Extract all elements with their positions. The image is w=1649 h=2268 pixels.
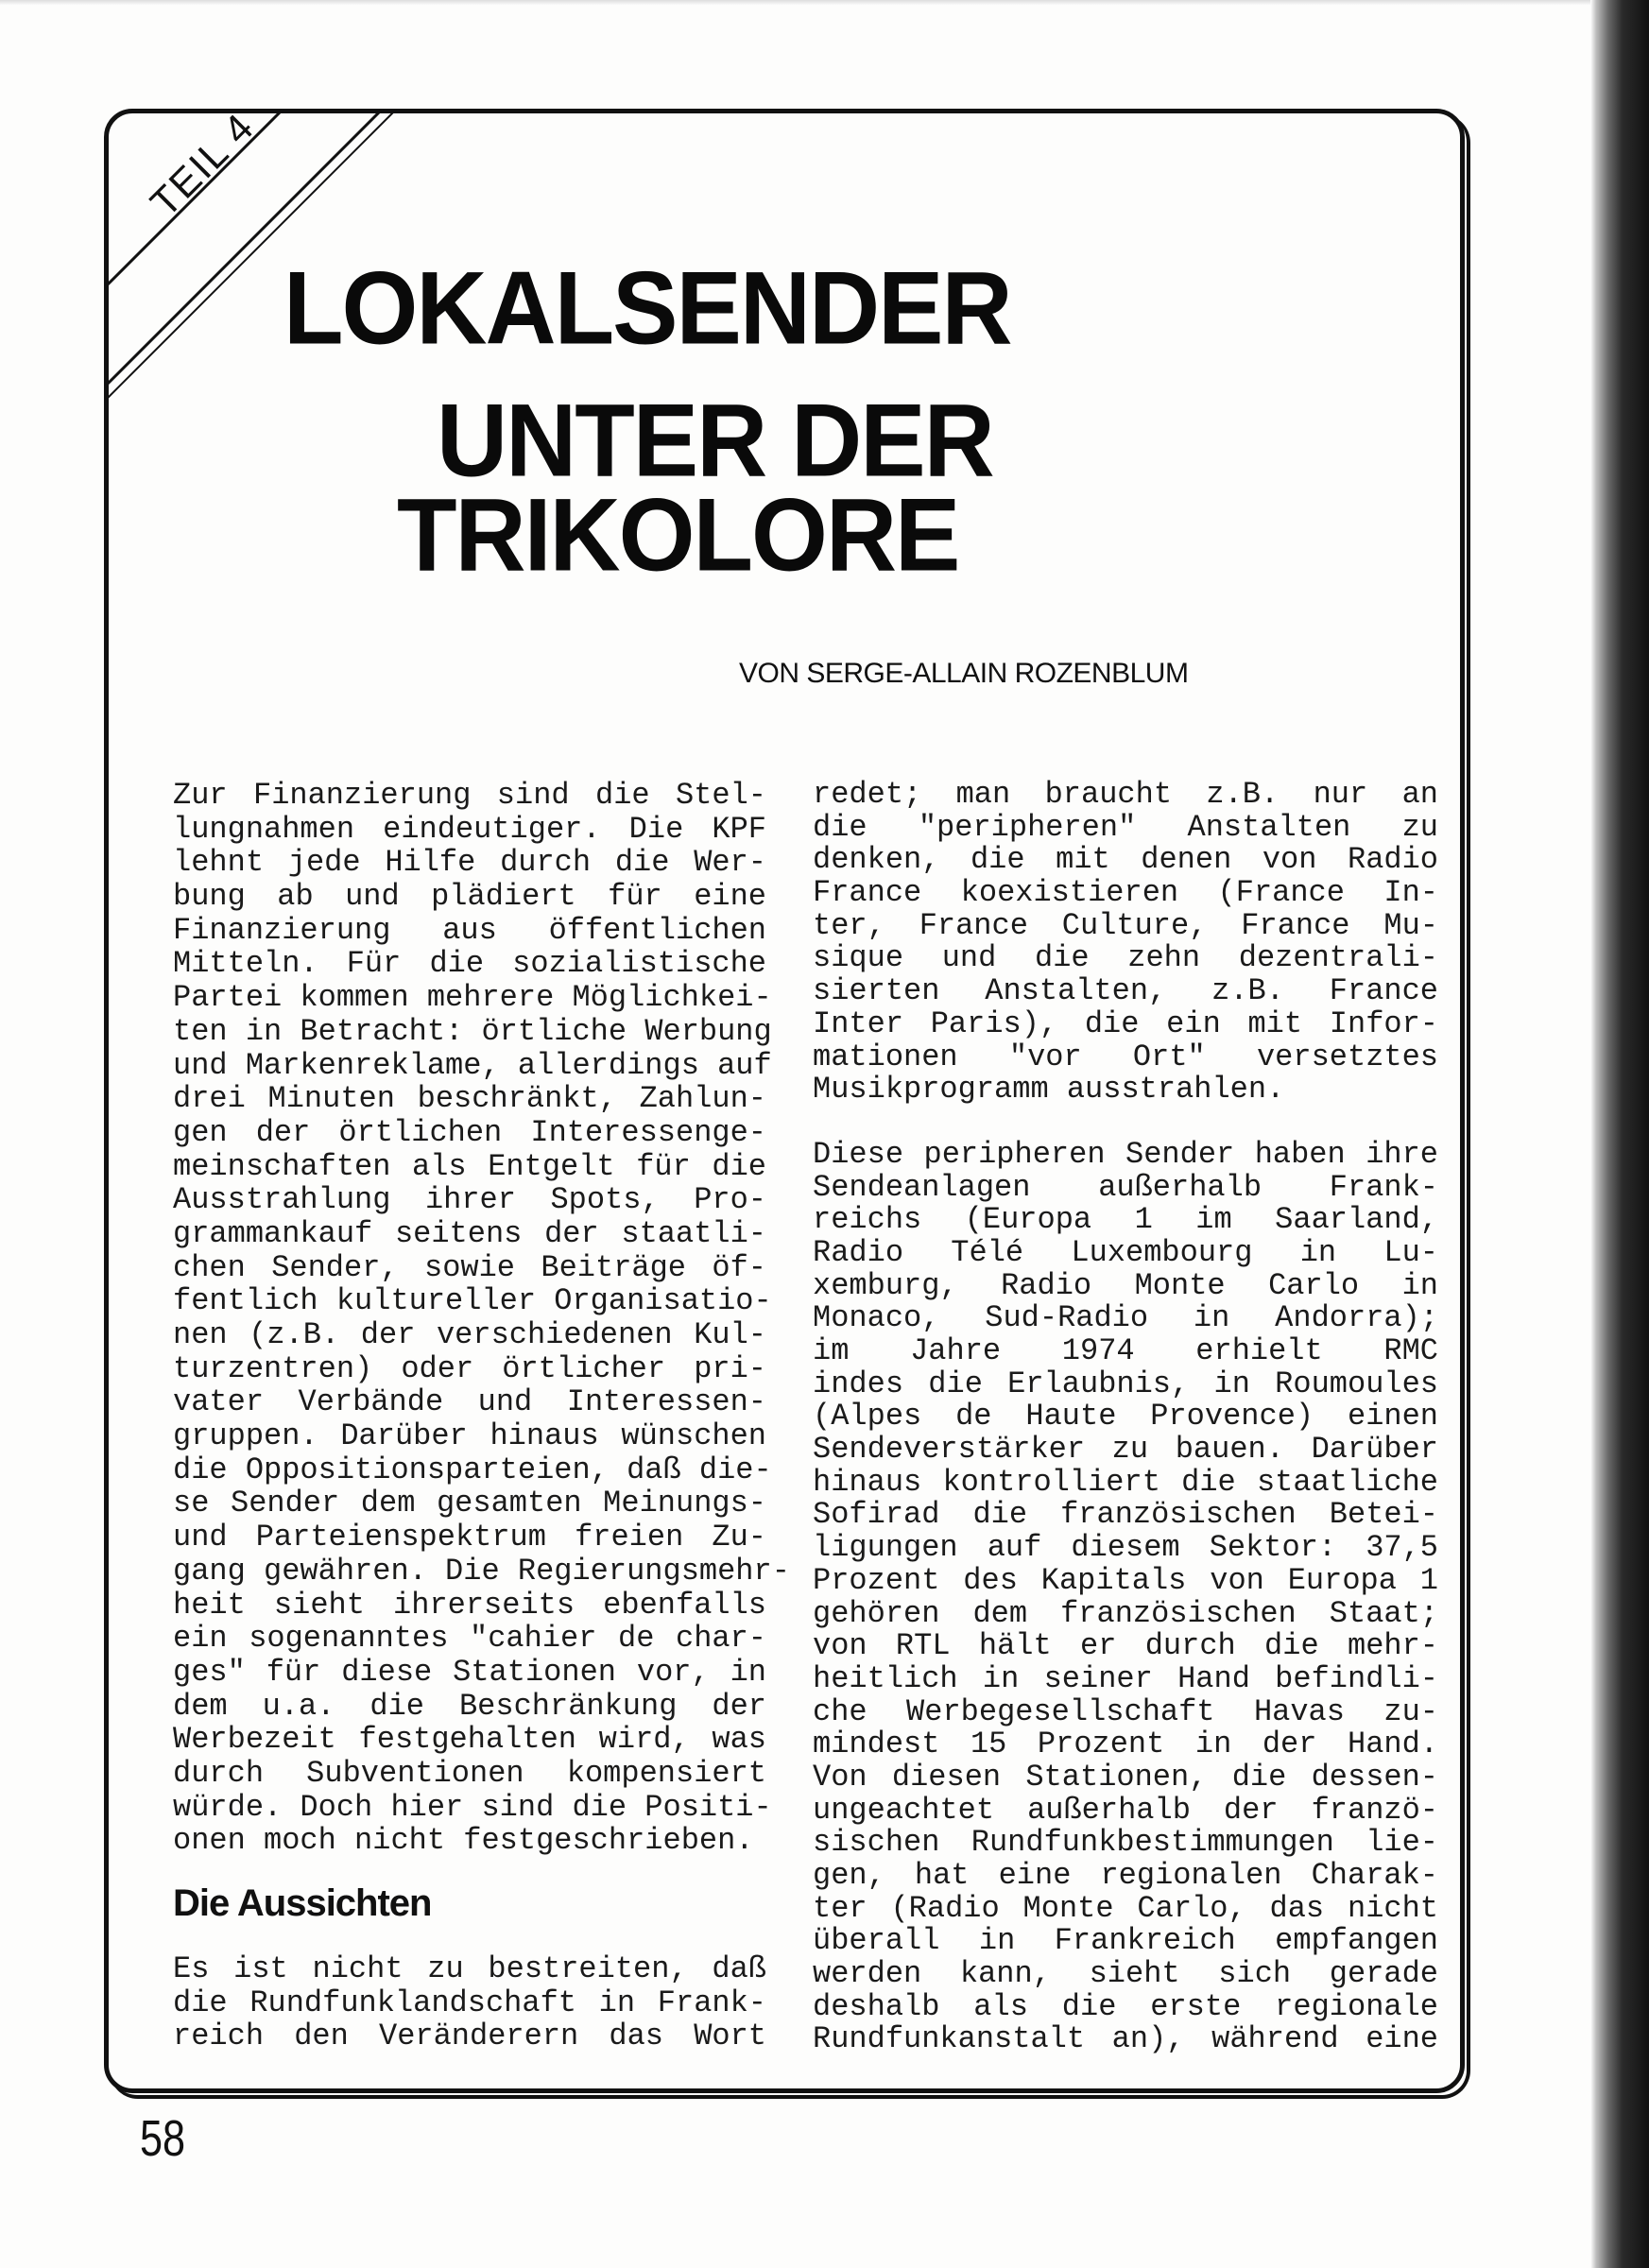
text-line: Sendeanlagen außerhalb Frank- [813, 1169, 1438, 1205]
text-line: Radio Télé Luxembourg in Lu- [813, 1234, 1438, 1270]
text-line: heit sieht ihrerseits ebenfalls [173, 1587, 766, 1623]
text-line: reich den Veränderern das Wort [173, 2019, 766, 2054]
text-line: Zur Finanzierung sind die Stel- [173, 778, 766, 813]
text-line: die "peripheren" Anstalten zu [813, 809, 1438, 845]
text-line: dem u.a. die Beschränkung der [173, 1688, 766, 1724]
text-line: und Markenreklame, allerdings auf [173, 1047, 772, 1083]
text-line: che Werbegesellschaft Havas zu- [813, 1693, 1438, 1729]
paragraph [813, 779, 1438, 1107]
page-top-edge [0, 0, 1590, 6]
text-line: Rundfunkanstalt an), während eine [813, 2021, 1438, 2057]
text-line: gen, hat eine regionalen Charak- [813, 1858, 1438, 1893]
right-column [813, 779, 1438, 2056]
title-line-2: UNTER DER [437, 384, 993, 499]
text-line: Finanzierung aus öffentlichen [173, 912, 766, 948]
text-line: Inter Paris), die ein mit Infor- [813, 1005, 1438, 1041]
text-line: fentlich kultureller Organisatio- [173, 1283, 772, 1319]
text-line: lehnt jede Hilfe durch die Wer- [173, 845, 766, 881]
text-line: chen Sender, sowie Beiträge öf- [173, 1249, 766, 1285]
byline: VON SERGE-ALLAIN ROZENBLUM [739, 658, 1189, 689]
text-line: von RTL hält er durch die mehr- [813, 1628, 1438, 1664]
text-line: gruppen. Darüber hinaus wünschen [173, 1418, 766, 1454]
text-line: Prozent des Kapitals von Europa 1 [813, 1562, 1438, 1598]
text-line: heitlich in seiner Hand befindli- [813, 1660, 1438, 1696]
text-line: (Alpes de Haute Provence) einen [813, 1399, 1438, 1435]
text-line: mationen "vor Ort" versetztes [813, 1039, 1438, 1074]
text-line: vater Verbände und Interessen- [173, 1384, 766, 1420]
text-line: werden kann, sieht sich gerade [813, 1956, 1438, 1992]
text-line: gang gewähren. Die Regierungsmehr- [173, 1553, 790, 1589]
text-line: drei Minuten beschränkt, Zahlun- [173, 1081, 766, 1117]
text-line: nen (z.B. der verschiedenen Kul- [173, 1317, 766, 1352]
text-line: Sofirad die französischen Betei- [813, 1497, 1438, 1533]
text-line: lungnahmen eindeutiger. Die KPF [173, 811, 766, 847]
text-line: überall in Frankreich empfangen [813, 1923, 1438, 1959]
section-heading: Die Aussichten [173, 1882, 432, 1924]
text-line: grammankauf seitens der staatli- [173, 1215, 766, 1251]
text-line: Monaco, Sud-Radio in Andorra); [813, 1300, 1438, 1336]
text-line: Mitteln. Für die sozialistische [173, 946, 766, 982]
left-column [173, 778, 790, 1859]
text-line: indes die Erlaubnis, in Roumoules [813, 1366, 1438, 1401]
title-line-3: TRIKOLORE [397, 478, 959, 593]
text-line: Es ist nicht zu bestreiten, daß [173, 1951, 766, 1986]
text-line: deshalb als die erste regionale [813, 1988, 1438, 2024]
text-line: sique und die zehn dezentrali- [813, 940, 1438, 976]
scan-edge-shadow [1590, 0, 1649, 2268]
text-line: und Parteienspektrum freien Zu- [173, 1520, 766, 1555]
text-line: gehören dem französischen Staat; [813, 1595, 1438, 1631]
text-line: redet; man braucht z.B. nur an [813, 777, 1438, 812]
text-line: ter (Radio Monte Carlo, das nicht [813, 1890, 1438, 1926]
text-line: gen der örtlichen Interessenge- [173, 1114, 766, 1150]
text-line: Ausstrahlung ihrer Spots, Pro- [173, 1182, 766, 1218]
text-line: Musikprogramm ausstrahlen. [813, 1072, 1285, 1108]
text-line: die Rundfunklandschaft in Frank- [173, 1984, 766, 2020]
text-line: onen moch nicht festgeschrieben. [173, 1823, 754, 1859]
text-line: meinschaften als Entgelt für die [173, 1148, 766, 1184]
text-line: sierten Anstalten, z.B. France [813, 973, 1438, 1009]
left-column-continued [173, 1952, 766, 2053]
page-number: 58 [140, 2110, 186, 2167]
text-line: Partei kommen mehrere Möglichkei- [173, 980, 772, 1016]
text-line: ten in Betracht: örtliche Werbung [173, 1013, 772, 1049]
text-line: reichs (Europa 1 im Saarland, [813, 1202, 1438, 1238]
text-line: France koexistieren (France In- [813, 875, 1438, 911]
text-line: mindest 15 Prozent in der Hand. [813, 1727, 1438, 1762]
text-line: ein sogenanntes "cahier de char- [173, 1621, 766, 1657]
text-line: Werbezeit festgehalten wird, was [173, 1722, 766, 1758]
title-line-1: LOKALSENDER [283, 251, 1011, 367]
text-line: turzentren) oder örtlicher pri- [173, 1350, 766, 1386]
text-line: ligungen auf diesem Sektor: 37,5 [813, 1530, 1438, 1566]
part-label: TEIL 4 [142, 104, 264, 226]
text-line: die Oppositionsparteien, daß die- [173, 1452, 772, 1487]
text-line: Diese peripheren Sender haben ihre [813, 1136, 1438, 1172]
text-line: durch Subventionen kompensiert [173, 1755, 766, 1791]
text-line: sischen Rundfunkbestimmungen lie- [813, 1825, 1438, 1861]
text-line: xemburg, Radio Monte Carlo in [813, 1267, 1438, 1303]
paragraph [813, 1136, 1438, 2057]
text-line: hinaus kontrolliert die staatliche [813, 1464, 1438, 1500]
text-line: im Jahre 1974 erhielt RMC [813, 1333, 1438, 1368]
text-line: se Sender dem gesamten Meinungs- [173, 1486, 766, 1521]
text-line: denken, die mit denen von Radio [813, 842, 1438, 878]
text-line: ungeachtet außerhalb der franzö- [813, 1792, 1438, 1828]
text-line: Sendeverstärker zu bauen. Darüber [813, 1432, 1438, 1468]
text-line: ter, France Culture, France Mu- [813, 907, 1438, 943]
text-line: würde. Doch hier sind die Positi- [173, 1789, 772, 1825]
text-line: ges" für diese Stationen vor, in [173, 1654, 766, 1690]
text-line: bung ab und plädiert für eine [173, 879, 766, 915]
text-line: Von diesen Stationen, die dessen- [813, 1759, 1438, 1795]
